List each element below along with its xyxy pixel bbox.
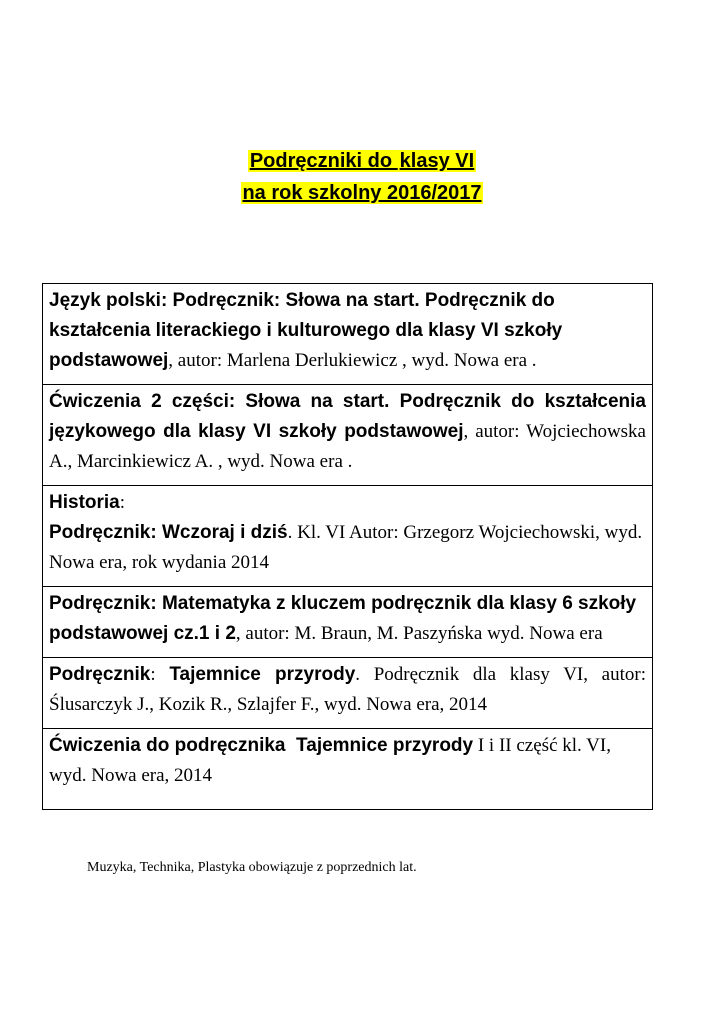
polish-exercises-cell: [43, 385, 653, 486]
table-row: [43, 385, 653, 486]
book-details: , autor: M. Braun, M. Paszyńska wyd. Nowa era: [235, 623, 603, 644]
table-row: [43, 729, 653, 810]
book-details: I i II część kl. VI, wyd. Nowa era, 2014: [49, 735, 611, 786]
textbooks-table: [42, 283, 653, 810]
book-title: Podręcznik: Wczoraj i dziś: [49, 522, 288, 543]
table-row: [43, 284, 653, 385]
book-title: Ćwiczenia 2 części: Słowa na start. Podręcznik do kształcenia językowego dla klasy VI szkoły podstawowej: [49, 391, 646, 442]
title-line-1: Podręczniki do klasy VI: [249, 150, 475, 172]
table-row: [43, 486, 653, 587]
nature-exercises-cell: [43, 729, 653, 810]
table-row: [43, 658, 653, 729]
book-details: . Kl. VI Autor: Grzegorz Wojciechowski, wyd. Nowa era, rok wydania 2014: [49, 522, 643, 573]
book-title: Ćwiczenia do podręcznika Tajemnice przyrody: [49, 735, 474, 756]
history-cell: [43, 486, 653, 587]
title-line-2: na rok szkolny 2016/2017: [242, 182, 482, 204]
table-row: [43, 587, 653, 658]
book-details: . Podręcznik dla klasy VI, autor: Ślusarczyk J., Kozik R., Szlajfer F., wyd. Nowa era, 2014: [49, 664, 646, 715]
nature-cell: [43, 658, 653, 729]
book-title: Język polski: Podręcznik: Słowa na start. Podręcznik do kształcenia literackiego i kulturowego dla klasy VI szkoły podstawowej: [49, 290, 563, 371]
polish-language-cell: [43, 284, 653, 385]
page-title: [0, 145, 724, 209]
separator: :: [150, 664, 170, 685]
subject-heading-colon: :: [119, 492, 126, 513]
book-details: , autor: Wojciechowska A., Marcinkiewicz A. , wyd. Nowa era .: [49, 421, 646, 472]
math-cell: [43, 587, 653, 658]
subject-heading: Historia: [49, 492, 120, 513]
book-details: , autor: Marlena Derlukiewicz , wyd. Nowa era .: [168, 350, 537, 371]
book-title: Podręcznik: Matematyka z kluczem podręcznik dla klasy 6 szkoły podstawowej cz.1 i 2: [49, 593, 637, 644]
book-title: Tajemnice przyrody: [169, 664, 356, 685]
footer-note: Muzyka, Technika, Plastyka obowiązuje z poprzednich lat.: [87, 860, 417, 875]
book-label: Podręcznik: [49, 664, 151, 685]
